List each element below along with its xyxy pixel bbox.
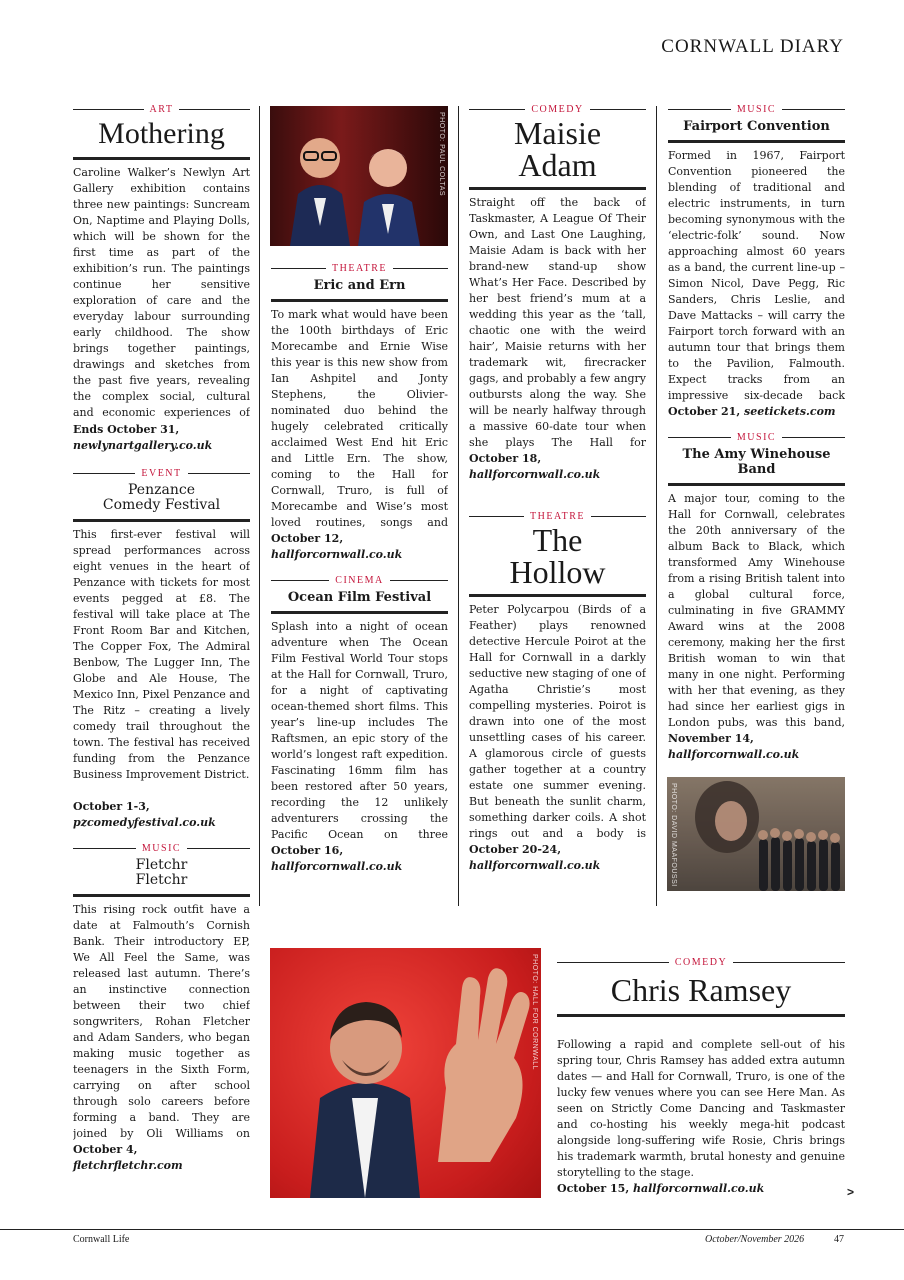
article-body: This rising rock outfit have a date at Falmouth’s Cornish Bank. Their introductory EP, We All Feel the Same, was released last autumn. There’s an instinctive connection between their two chief songwriters, Rohan Fletcher and Adam Sanders, who began making music together as teenagers in the Sixth Form, carrying on after school through solo careers before forming a band. They are joined by Oli Williams on (73, 903, 250, 1140)
title-line: Adam (518, 147, 597, 183)
photo-credit: PHOTO: DAVID MAAFOUSSI (670, 783, 677, 887)
fletchr-article (73, 843, 250, 1174)
title-rule (668, 483, 845, 486)
the-hollow-article (469, 511, 646, 874)
article-link[interactable]: hallforcornwall.co.uk (633, 1182, 765, 1195)
amy-winehouse-band-photo (667, 777, 845, 891)
article-body: Peter Polycarpou (Birds of a Feather) plays renowned detective Hercule Poirot at the Hall for Cornwall in a darkly seductive new staging of one of Agatha Christie’s most compelling mysteries. Poirot is drawn into one of the most unsettling cases of his career. A glamorous circle of guests gather together at a country estate one summer evening. But beneath the sunlit charm, something darker coils. A shot rings out and a body is (469, 603, 646, 840)
column-2 (271, 263, 448, 875)
category-label: CINEMA (271, 575, 448, 586)
category-label: THEATRE (469, 511, 646, 522)
article-title: The Amy Winehouse Band (682, 447, 831, 477)
chris-ramsey-article (557, 957, 845, 1197)
article-link[interactable]: fletchrfletchr.com (73, 1159, 183, 1172)
page-number: 47 (834, 1234, 844, 1245)
article-body: This first-ever festival will spread performances across eight venues in the heart of Penzance with tickets for most events pegged at £8. The festival will take place at The Front Room Bar and Kitchen, The Copper Fox, The Admiral Benbow, The Lugger Inn, The Globe and Ale House, The Mexico Inn, Pixel Penzance and The Ritz – creating a lively comedy trail throughout the town. The festival has received funding from the Penzance Business Improvement District. (73, 528, 250, 781)
article-link[interactable]: seetickets.com (744, 405, 836, 418)
article-title (73, 858, 250, 888)
category-label: MUSIC (73, 843, 250, 854)
category-label: ART (73, 104, 250, 115)
article-date: October 12, (271, 532, 344, 545)
article-title: Chris Ramsey (610, 972, 792, 1008)
category-label: EVENT (73, 468, 250, 479)
column-divider (656, 106, 657, 906)
article-date: October 4, (73, 1143, 138, 1156)
column-3 (469, 104, 646, 874)
footer-publication: Cornwall Life (73, 1234, 130, 1245)
title-rule (271, 611, 448, 614)
article-link[interactable]: hallforcornwall.co.uk (271, 860, 403, 873)
article-date (557, 1181, 845, 1197)
title-rule (73, 157, 250, 160)
title-line: Hollow (509, 554, 606, 590)
article-link[interactable]: hallforcornwall.co.uk (271, 548, 403, 561)
column-4 (668, 104, 845, 763)
title-line: Maisie (513, 115, 602, 151)
column-1 (73, 104, 250, 1174)
article-title: Eric and Ern (313, 278, 406, 293)
title-line: Fletchr (135, 857, 188, 873)
chris-ramsey-photo (270, 948, 541, 1198)
photo-credit: PHOTO: PAUL COLTAS (438, 112, 445, 197)
amy-winehouse-article (668, 432, 845, 763)
title-rule (469, 594, 646, 597)
band-illustration (667, 777, 845, 891)
fairport-article (668, 104, 845, 420)
eric-and-ern-photo (270, 106, 448, 246)
article-body: Formed in 1967, Fairport Convention pioneered the blending of traditional and electric instruments, in turn becoming synonymous with the ‘electric-folk’ sound. Now approaching almost 60 years as a band, the current line-up – Simon Nicol, Dave Pegg, Ric Sanders, Chris Leslie, and Dave Mattacks – will carry the Fairport torch forward with an autumn tour that brings them to the Pavilion, Falmouth. Expect tracks from an impressive six-decade back (668, 149, 845, 402)
article-body: To mark what would have been the 100th birthdays of Eric Morecambe and Ernie Wise this year is this new show from Ian Ashpitel and Jonty Stephens, the Olivier-nominated duo behind the hugely celebrated critically acclaimed West End hit Eric and Little Ern. The show, coming to the Hall for Cornwall, Truro, is full of Morecambe and Wise’s most loved routines, songs and (271, 308, 448, 529)
article-date: October 1-3, (73, 800, 150, 813)
article-date: October 20-24, (469, 843, 562, 856)
category-label: COMEDY (469, 104, 646, 115)
article-link[interactable]: hallforcornwall.co.uk (469, 859, 601, 872)
eric-and-ern-article (271, 263, 448, 563)
column-divider (259, 106, 260, 906)
article-link[interactable]: newlynartgallery.co.uk (73, 439, 213, 452)
article-link[interactable]: pzcomedyfestival.co.uk (73, 816, 216, 829)
photo-credit: PHOTO: HALL FOR CORNWALL (531, 954, 538, 1070)
title-rule (557, 1014, 845, 1017)
title-line: The (532, 522, 583, 558)
page-title: CORNWALL DIARY (661, 36, 844, 57)
maisie-adam-article (469, 104, 646, 483)
footer-rule (0, 1229, 904, 1230)
article-title: Ocean Film Festival (287, 590, 432, 605)
title-rule (668, 140, 845, 143)
comedian-illustration (270, 948, 541, 1198)
date-text: October 21, (668, 405, 741, 418)
article-link[interactable]: hallforcornwall.co.uk (668, 748, 800, 761)
penzance-article (73, 468, 250, 831)
title-rule (73, 519, 250, 522)
article-body: Following a rapid and complete sell-out of his spring tour, Chris Ramsey has added extra autumn dates — and Hall for Cornwall, Truro, is one of the lucky few venues where you can see Here Man. As seen on Strictly Come Dancing and Taskmaster and co-hosting his weekly mega-hit podcast alongside long-suffering wife Rosie, Chris brings his trademark warmth, brutal honesty and genuine storytelling to the stage. (557, 1038, 845, 1179)
article-body: A major tour, coming to the Hall for Cornwall, celebrates the 20th anniversary of the album Back to Black, which transformed Amy Winehouse from a rising British talent into a global cultural force, culminating in five GRAMMY Award wins at the 2008 ceremony, making her the first British woman to win that many in one night. Performing with her that evening, as they had since her earliest gigs in London pubs, was this band, (668, 492, 845, 729)
article-title: Fairport Convention (683, 119, 830, 134)
art-article (73, 104, 250, 454)
article-body: Splash into a night of ocean adventure when The Ocean Film Festival World Tour stops at the Hall for Cornwall, Truro, for a night of captivating ocean-themed short films. This year’s line-up includes The Raftsmen, an epic story of the world’s longest raft expedition. Fascinating 16mm film has been restored after 50 years, recording the 12 unlikely adventurers crossing the Pacific Ocean on three (271, 620, 448, 841)
article-body: Straight off the back of Taskmaster, A League Of Their Own, and Last One Laughing, Maisie Adam is back with her brand-new stand-up show What’s Her Face. Described by her best friend’s mum at a wedding this year as the ‘tall, chaotic one with the weird hair’, Maisie returns with her trademark wit, firecracker gags, and probably a few angry outbursts along the way. She will be nearly halfway through a massive 60-date tour when she plays The Hall for (469, 196, 646, 449)
article-title (469, 117, 646, 181)
ocean-film-article (271, 575, 448, 875)
title-line: Comedy Festival (102, 497, 221, 513)
article-date: November 14, (668, 732, 754, 745)
category-label: THEATRE (271, 263, 448, 274)
article-body: Caroline Walker’s Newlyn Art Gallery exhibition contains three new paintings: Suncream On, Naptime and Playing Dolls, which will be shown for the first time as part of the exhibition’s run. The paintings continue her sensitive exploration of care and the everyday labour surrounding early childhood. The show brings together paintings, drawings and sketches from the past five years, revealing the complex social, cultural and economic experiences of (73, 166, 250, 419)
date-text: October 15, (557, 1182, 630, 1195)
title-rule (271, 299, 448, 302)
article-date: October 16, (271, 844, 344, 857)
article-link[interactable]: hallforcornwall.co.uk (469, 468, 601, 481)
category-label: COMEDY (557, 957, 845, 968)
title-line: Fletchr (135, 872, 188, 888)
footer-issue: October/November 2026 (705, 1234, 805, 1245)
continue-arrow-icon: > (847, 1185, 855, 1199)
article-date (668, 404, 845, 420)
title-rule (73, 894, 250, 897)
article-date: October 18, (469, 452, 542, 465)
performers-illustration (270, 106, 448, 246)
category-label: MUSIC (668, 104, 845, 115)
title-rule (469, 187, 646, 190)
article-title (73, 483, 250, 513)
article-date: Ends October 31, (73, 423, 180, 436)
article-title (469, 524, 646, 588)
article-title: Mothering (98, 117, 225, 150)
column-divider (458, 106, 459, 906)
title-line: Penzance (128, 482, 195, 498)
category-label: MUSIC (668, 432, 845, 443)
